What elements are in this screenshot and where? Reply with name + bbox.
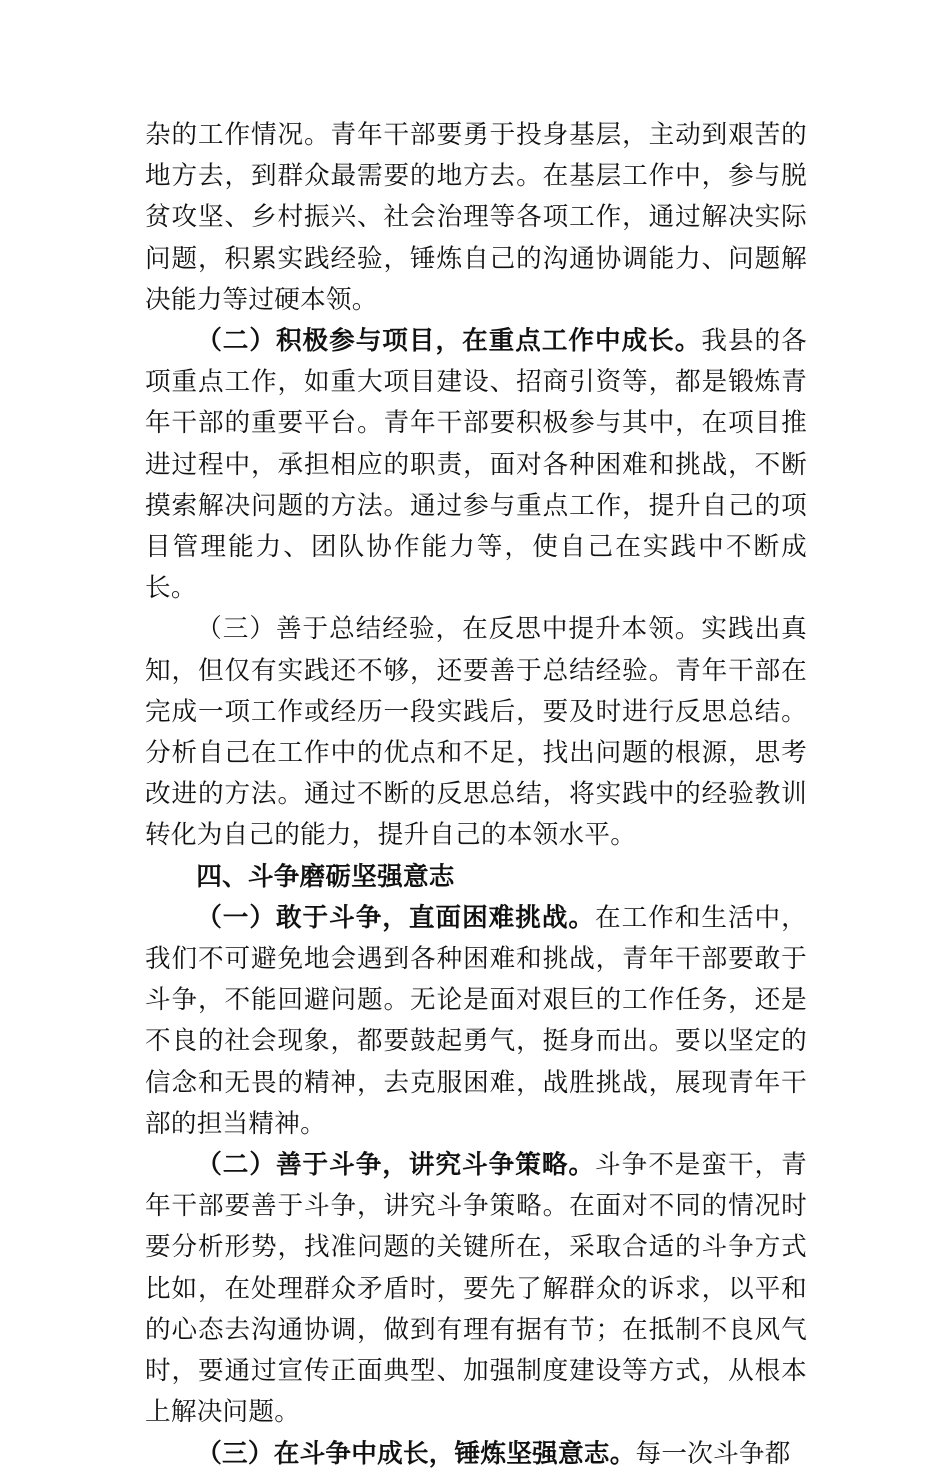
document-body bbox=[145, 115, 807, 1475]
paragraph-lead: （二）积极参与项目，在重点工作中成长。 bbox=[196, 326, 702, 357]
paragraph-text: 斗争不是蛮干，青年干部要善于斗争，讲究斗争策略。在面对不同的情况时要分析形势，找准问题的关键所在，采取合适的斗争方式比如，在处理群众矛盾时，要先了解群众的诉求，以平和的心态去沟通协调，做到有理有据有节；在抵制不良风气时，要通过宣传正面典型、加强制度建设等方式，从根本上解决问题。 bbox=[145, 1150, 807, 1428]
paragraph-key-projects bbox=[145, 321, 807, 609]
paragraph-lead: （三）在斗争中成长，锤炼坚强意志。 bbox=[196, 1438, 636, 1469]
paragraph-continued bbox=[145, 115, 807, 321]
paragraph-text: 在工作和生活中，我们不可避免地会遇到各种困难和挑战，青年干部要敢于斗争，不能回避问题。无论是面对艰巨的工作任务，还是不良的社会现象，都要鼓起勇气，挺身而出。要以坚定的信念和无畏的精神，去克服困难，战胜挑战，展现青年干部的担当精神。 bbox=[145, 902, 807, 1139]
paragraph-summarize-experience bbox=[145, 609, 807, 856]
paragraph-good-at-struggle bbox=[145, 1145, 807, 1433]
section-heading: 四、斗争磨砺坚强意志 bbox=[196, 861, 455, 892]
paragraph-text: 杂的工作情况。青年干部要勇于投身基层，主动到艰苦的地方去，到群众最需要的地方去。在基层工作中，参与脱贫攻坚、乡村振兴、社会治理等各项工作，通过解决实际问题，积累实践经验，锤炼自己的沟通协调能力、问题解决能力等过硬本领。 bbox=[145, 120, 807, 315]
paragraph-text: 每一次斗争都 bbox=[635, 1438, 791, 1469]
paragraph-text: （三）善于总结经验，在反思中提升本领。实践出真知，但仅有实践还不够，还要善于总结经验。青年干部在完成一项工作或经历一段实践后，要及时进行反思总结。分析自己在工作中的优点和不足，找出问题的根源，思考改进的方法。通过不断的反思总结，将实践中的经验教训转化为自己的能力，提升自己的本领水平。 bbox=[145, 614, 807, 851]
paragraph-lead: （一）敢于斗争，直面困难挑战。 bbox=[196, 902, 596, 933]
paragraph-lead: （二）善于斗争，讲究斗争策略。 bbox=[196, 1150, 596, 1181]
paragraph-dare-to-struggle bbox=[145, 898, 807, 1145]
paragraph-text: 我县的各项重点工作，如重大项目建设、招商引资等，都是锻炼青年干部的重要平台。青年干部要积极参与其中，在项目推进过程中，承担相应的职责，面对各种困难和挑战，不断摸索解决问题的方法。通过参与重点工作，提升自己的项目管理能力、团队协作能力等，使自己在实践中不断成长。 bbox=[145, 326, 807, 604]
paragraph-grow-in-struggle bbox=[145, 1434, 807, 1475]
